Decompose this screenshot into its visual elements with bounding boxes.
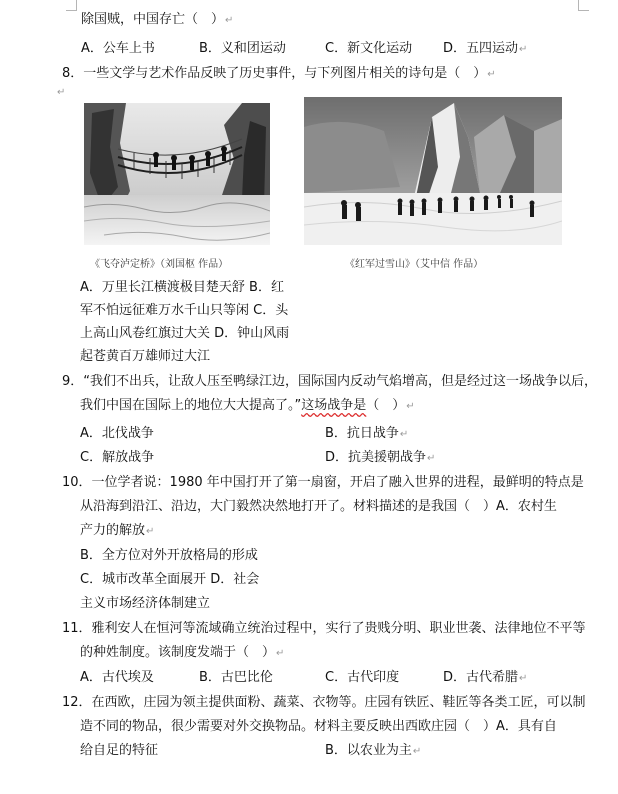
q10-line2: 从沿海到沿江、沿边，大门毅然决然地打开了。材料描述的是我国（ ）A．农村生	[80, 499, 557, 514]
q8-options-line1: A．万里长江横渡极目楚天舒 B．红	[80, 280, 284, 295]
q11-stem-line1: 11．雅利安人在恒河等流域确立统治过程中，实行了贵贱分明、职业世袭、法律地位不平等	[62, 621, 586, 636]
luding-bridge-illustration	[84, 103, 270, 245]
paragraph-mark: ↵	[57, 87, 66, 98]
q9-stem-line2: 我们中国在国际上的地位大大提高了。”这场战争是（ ）↵	[80, 398, 415, 413]
q10-line4: B．全方位对外开放格局的形成	[80, 548, 258, 563]
q7-option-b: B．义和团运动	[199, 41, 286, 56]
q10-line1: 10．一位学者说：1980 年中国打开了第一扇窗，开启了融入世界的进程，最鲜明的特点是	[62, 475, 584, 490]
q12-line2: 造不同的物品，很少需要对外交换物品。材料主要反映出西欧庄园（ ）A．具有自	[80, 719, 557, 734]
q8-stem: 8．一些文学与艺术作品反映了历史事件，与下列图片相关的诗句是（ ）↵	[62, 66, 496, 81]
q8-options-line2: 军不怕远征难万水千山只等闲 C．头	[80, 303, 289, 318]
q9-option-b: B．抗日战争↵	[325, 426, 409, 441]
q9-option-a: A．北伐战争	[80, 426, 154, 441]
snow-mountain-caption: 《红军过雪山》（艾中信 作品）	[345, 259, 484, 270]
q11-option-a: A．古代埃及	[80, 670, 154, 685]
q8-options-line4: 起苍黄百万雄师过大江	[80, 349, 211, 364]
q9-grammar-underline: 这场战争是	[301, 398, 367, 413]
q11-option-b: B．古巴比伦	[199, 670, 273, 685]
q10-line5: C．城市改革全面展开 D．社会	[80, 572, 260, 587]
q11-stem-line2: 的种姓制度。该制度发端于（ ）↵	[80, 645, 285, 660]
snow-mountain-illustration	[304, 97, 562, 245]
q7-option-a: A．公车上书	[81, 41, 155, 56]
q7-option-d: D．五四运动↵	[443, 41, 528, 56]
q12-option-b: B．以农业为主↵	[325, 743, 422, 758]
q12-line1: 12．在西欧，庄园为领主提供面粉、蔬菜、衣物等。庄园有铁匠、鞋匠等各类工匠，可以制	[62, 695, 586, 710]
page-corner-mark-right	[578, 0, 589, 11]
q10-line3: 产力的解放↵	[80, 523, 155, 538]
q7-option-c: C．新文化运动	[325, 41, 413, 56]
q8-options-line3: 上高山风卷红旗过大关 D．钟山风雨	[80, 326, 290, 341]
luding-caption: 《飞夺泸定桥》（刘国枢 作品）	[90, 259, 229, 270]
q9-option-d: D．抗美援朝战争↵	[325, 450, 436, 465]
q12-line3: 给自足的特征	[80, 743, 159, 758]
luding-bridge-painting	[84, 103, 270, 245]
q9-option-c: C．解放战争	[80, 450, 155, 465]
page-corner-mark-left	[66, 0, 77, 11]
q9-stem-line1: 9．“我们不出兵，让敌人压至鸭绿江边，国际国内反动气焰增高，但是经过这一场战争以后，	[62, 374, 598, 389]
q10-line6: 主义市场经济体制建立	[80, 596, 211, 611]
snow-mountain-painting	[304, 97, 562, 245]
q7-stem-tail: 除国贼，中国存亡（ ）↵	[81, 12, 234, 27]
q11-option-d: D．古代希腊↵	[443, 670, 528, 685]
q11-option-c: C．古代印度	[325, 670, 400, 685]
